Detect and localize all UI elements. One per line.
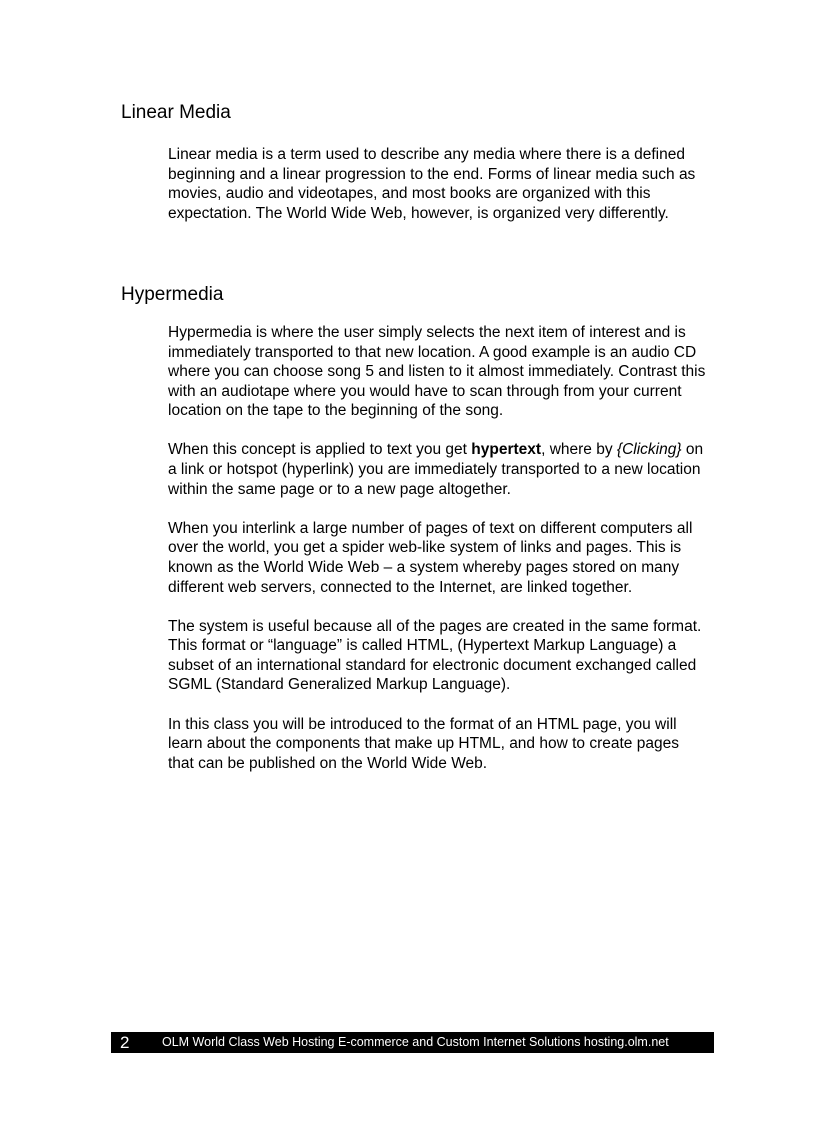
- section-body-linear-media: [168, 145, 708, 243]
- paragraph: In this class you will be introduced to the format of an HTML page, you will learn about the components that make up HTML, and how to create pages that can be published on the World Wide Web.: [168, 715, 679, 772]
- footer-text: OLM World Class Web Hosting E-commerce and Custom Internet Solutions hosting.olm.net: [162, 1035, 669, 1049]
- page-footer: [111, 1032, 714, 1053]
- page-number: 2: [120, 1033, 130, 1052]
- hypertext-term: hypertext: [471, 441, 542, 459]
- section-heading-hypermedia: Hypermedia: [121, 284, 224, 305]
- text-run: , where by: [541, 441, 617, 459]
- paragraph: Linear media is a term used to describe any media where there is a defined beginning and a linear progression to the end. Forms of linear media such as movies, audio and videotapes, and most books are organized with this expectation. The World Wide Web, however, is organized very differently.: [168, 146, 696, 222]
- paragraph-hypertext: [168, 440, 708, 499]
- section-body-hypermedia: [168, 323, 708, 793]
- clicking-term: {Clicking}: [616, 441, 682, 459]
- section-heading-linear-media: Linear Media: [121, 102, 231, 123]
- paragraph: The system is useful because all of the pages are created in the same format. This format or “language” is called HTML, (Hypertext Markup Language) a subset of an international standard for electronic document exchanged called SGML (Standard Generalized Markup Language).: [168, 617, 702, 694]
- paragraph: Hypermedia is where the user simply selects the next item of interest and is immediately transported to that new location. A good example is an audio CD where you can choose song 5 and listen to it almost immediately. Contrast this with an audiotape where you would have to scan through from your current location on the tape to the beginning of the song.: [168, 324, 706, 420]
- paragraph: When you interlink a large number of pages of text on different computers all over the world, you get a spider web-like system of links and pages. This is known as the World Wide Web – a system whereby pages stored on many different web servers, connected to the Internet, are linked together.: [168, 519, 693, 596]
- text-run: on a link or hotspot (hyperlink) you are immediately transported to a new location within the same page or to a new page altogether.: [168, 441, 704, 498]
- text-run: When this concept is applied to text you get: [168, 441, 472, 459]
